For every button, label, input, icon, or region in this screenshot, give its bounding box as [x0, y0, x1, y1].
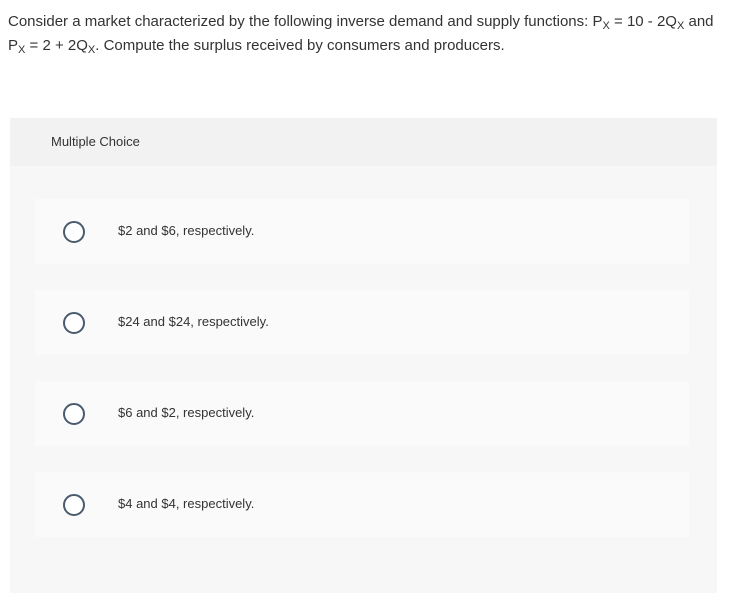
question-part-1: Consider a market characterized by the following inverse demand and supply functions: P [8, 13, 603, 30]
radio-button-icon[interactable] [63, 312, 85, 334]
choice-option-text: $2 and $6, respectively. [118, 223, 255, 238]
subscript-x: X [676, 20, 685, 32]
choice-option-4[interactable] [35, 472, 689, 537]
multiple-choice-panel [10, 118, 717, 593]
subscript-x: X [18, 44, 26, 56]
subscript-x: X [87, 44, 96, 56]
question-text [8, 10, 728, 58]
choice-option-2[interactable] [35, 290, 689, 355]
question-part-4: = 2 + 2Q [25, 37, 88, 54]
choice-option-1[interactable] [35, 199, 689, 264]
choice-option-text: $6 and $2, respectively. [118, 405, 255, 420]
multiple-choice-label: Multiple Choice [51, 134, 140, 149]
radio-button-icon[interactable] [63, 403, 85, 425]
question-part-2: = 10 - 2Q [609, 13, 677, 30]
radio-button-icon[interactable] [63, 494, 85, 516]
multiple-choice-header [10, 118, 717, 166]
question-part-5: . Compute the surplus received by consumers and producers. [95, 37, 505, 54]
choice-option-3[interactable] [35, 381, 689, 446]
radio-button-icon[interactable] [63, 221, 85, 243]
choice-option-text: $4 and $4, respectively. [118, 496, 255, 511]
question-part-3: and P [8, 13, 714, 54]
choice-option-text: $24 and $24, respectively. [118, 314, 269, 329]
subscript-x: X [602, 20, 610, 32]
